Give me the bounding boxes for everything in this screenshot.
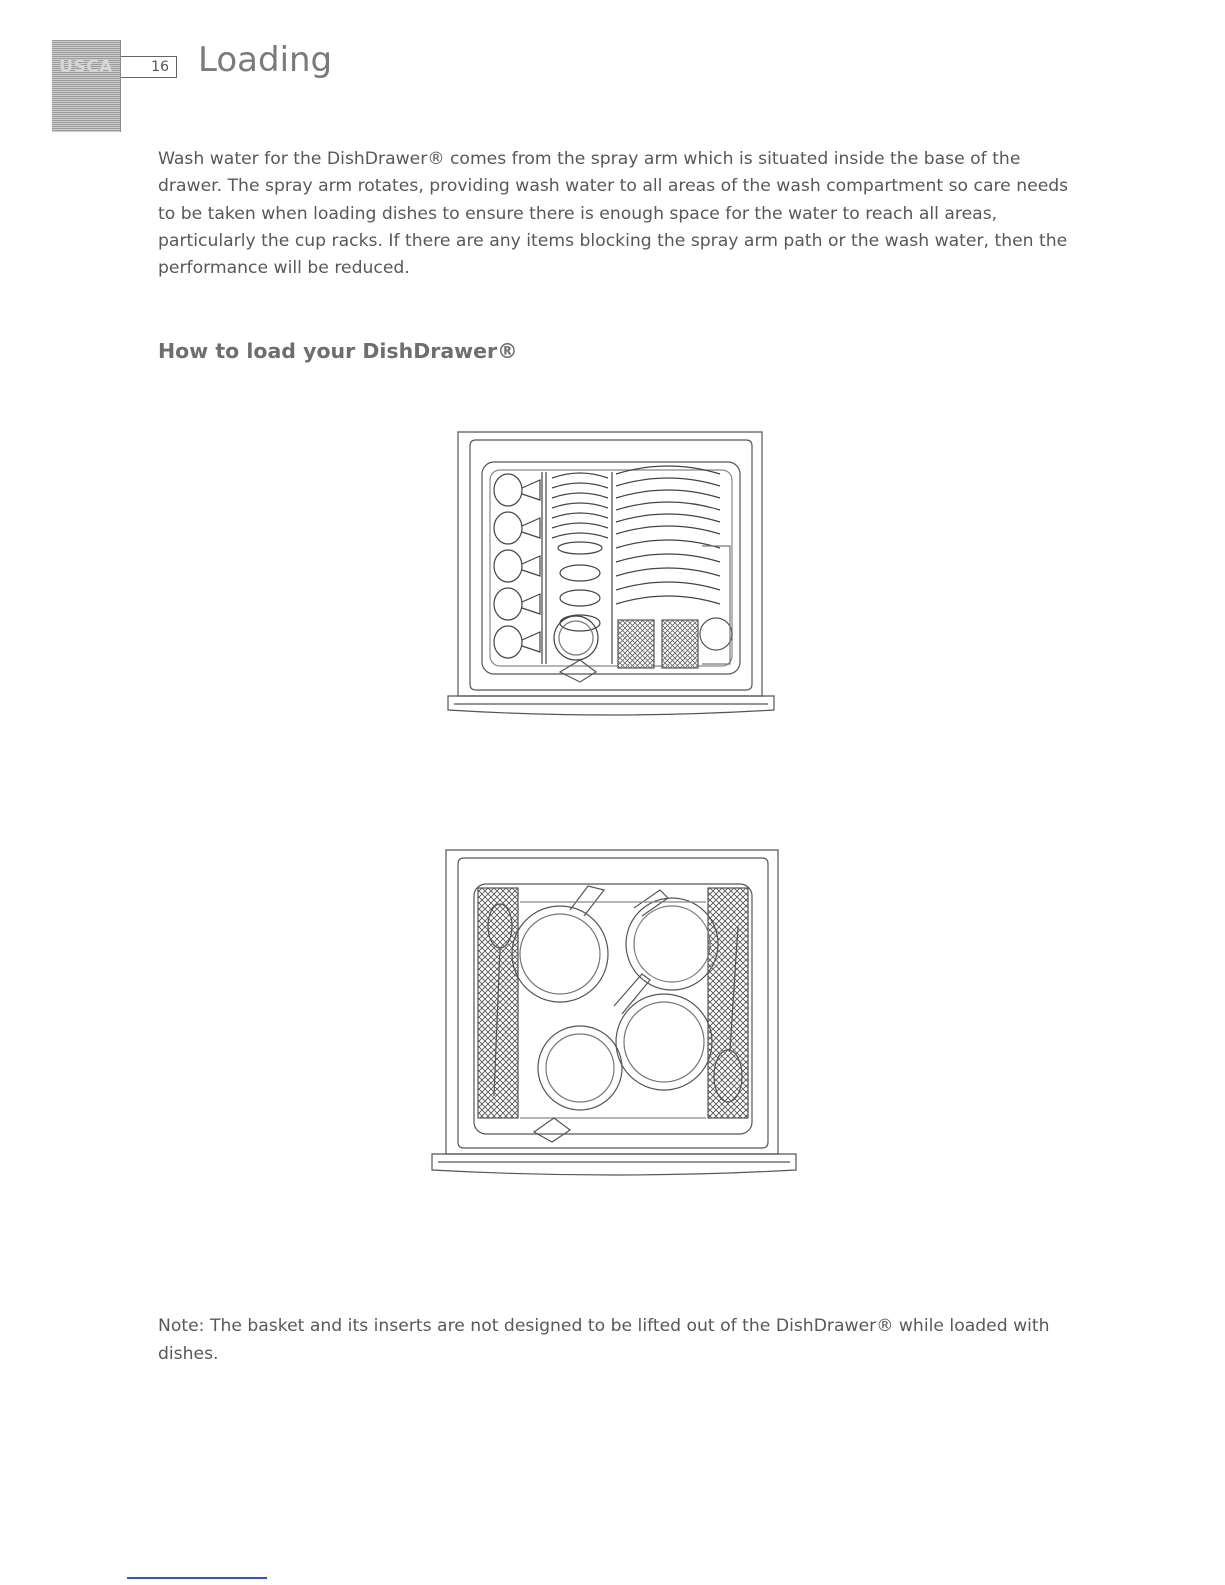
intro-paragraph: Wash water for the DishDrawer® comes from the spray arm which is situated inside the base of the drawer. The spray arm rotates, providing wash water to all areas of the wash compartment so care needs to be taken when loading dishes to ensure there is enough space for the water to reach all areas, particularly the cup racks. If there are any items blocking the spray arm path or the wash water, then the performance will be reduced.	[158, 149, 1069, 279]
note-paragraph: Note: The basket and its inserts are not designed to be lifted out of the DishDrawer® while loaded with dishes.	[158, 1316, 1050, 1364]
dish-loading-illustration	[440, 428, 780, 740]
footer-rule	[127, 1577, 267, 1579]
page-title: Loading	[198, 40, 333, 80]
page-number: 16	[121, 56, 177, 78]
section-tab-label: USCA	[59, 57, 113, 77]
section-tab	[52, 40, 121, 132]
pots-loading-illustration	[428, 846, 800, 1186]
section-subheading: How to load your DishDrawer®	[158, 339, 518, 363]
